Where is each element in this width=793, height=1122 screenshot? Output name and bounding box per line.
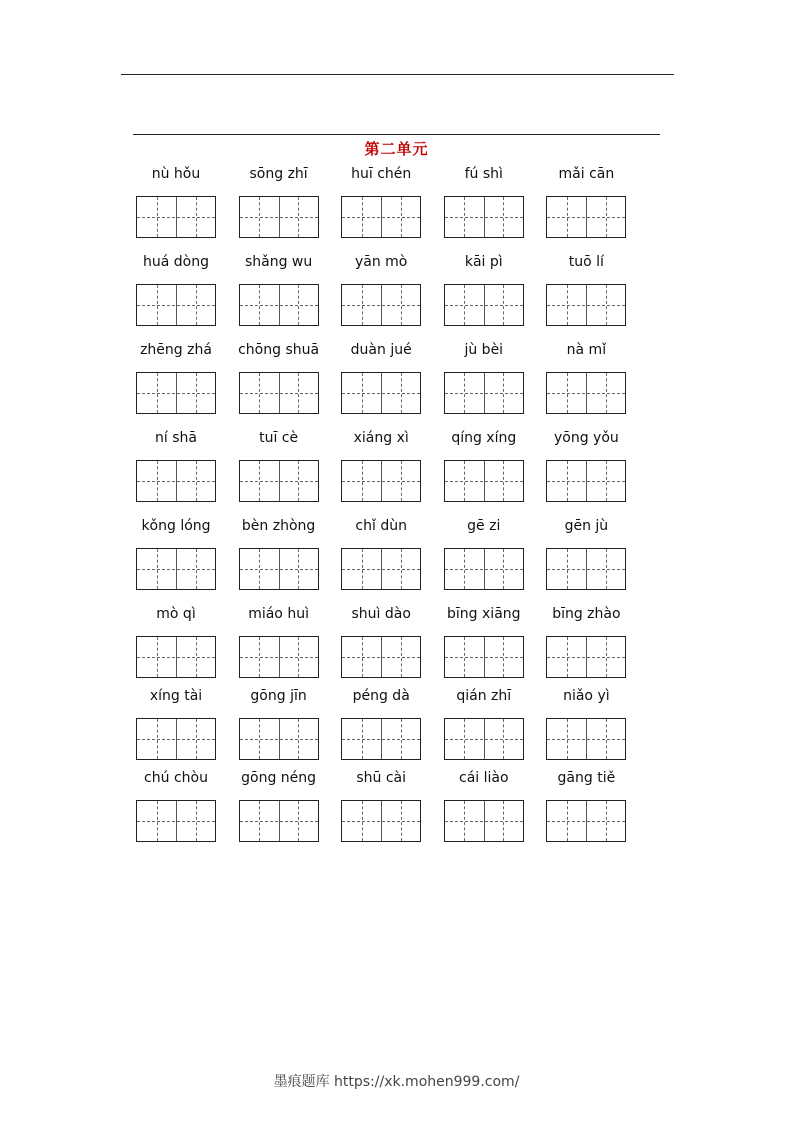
guide-line	[547, 657, 625, 658]
pinyin-label: nù hǒu	[151, 166, 201, 182]
writing-box-pair[interactable]	[444, 284, 524, 326]
writing-box-pair[interactable]	[239, 800, 319, 842]
word-cell	[441, 682, 544, 764]
guide-line	[445, 305, 523, 306]
page-crop-mask	[120, 842, 680, 882]
pinyin-label: fú shì	[464, 166, 503, 182]
grid-row	[133, 512, 646, 600]
writing-box-pair[interactable]	[136, 718, 216, 760]
word-cell	[133, 424, 236, 512]
guide-line	[547, 821, 625, 822]
writing-box-pair[interactable]	[444, 718, 524, 760]
pinyin-label: bèn zhòng	[241, 518, 316, 534]
pinyin-label: huá dòng	[143, 254, 209, 270]
writing-box-pair[interactable]	[341, 800, 421, 842]
pinyin-label: shū cài	[356, 770, 407, 786]
writing-box-pair[interactable]	[444, 548, 524, 590]
guide-line	[342, 393, 420, 394]
pinyin-label: qián zhī	[456, 688, 512, 704]
writing-box-pair[interactable]	[546, 636, 626, 678]
word-cell	[441, 600, 544, 682]
pinyin-label: ní shā	[155, 430, 197, 446]
grid-row	[133, 600, 646, 682]
pinyin-label: tuī cè	[259, 430, 299, 446]
guide-line	[445, 217, 523, 218]
pinyin-label: nà mǐ	[566, 342, 607, 358]
writing-box-pair[interactable]	[136, 196, 216, 238]
header-rule	[121, 74, 674, 75]
writing-box-pair[interactable]	[239, 372, 319, 414]
pinyin-label: yōng yǒu	[553, 430, 619, 446]
pinyin-label: bīng zhào	[552, 606, 621, 622]
pinyin-label: huī chén	[351, 166, 412, 182]
writing-box-pair[interactable]	[546, 284, 626, 326]
word-cell	[133, 764, 236, 852]
word-cell	[338, 764, 441, 852]
writing-box-pair[interactable]	[341, 196, 421, 238]
word-cell	[133, 512, 236, 600]
pinyin-label: péng dà	[352, 688, 410, 704]
guide-line	[240, 569, 318, 570]
writing-box-pair[interactable]	[136, 372, 216, 414]
writing-box-pair[interactable]	[444, 460, 524, 502]
writing-box-pair[interactable]	[239, 636, 319, 678]
guide-line	[547, 739, 625, 740]
grid-row	[133, 248, 646, 336]
word-cell	[236, 764, 339, 852]
pinyin-label: gōng néng	[241, 770, 317, 786]
writing-box-pair[interactable]	[341, 718, 421, 760]
writing-box-pair[interactable]	[341, 372, 421, 414]
guide-line	[240, 657, 318, 658]
pinyin-label: qíng xíng	[451, 430, 517, 446]
word-cell	[236, 512, 339, 600]
word-cell	[338, 600, 441, 682]
word-cell	[236, 600, 339, 682]
pinyin-label: miáo huì	[248, 606, 309, 622]
writing-box-pair[interactable]	[239, 284, 319, 326]
guide-line	[547, 217, 625, 218]
writing-box-pair[interactable]	[136, 636, 216, 678]
grid-row	[133, 424, 646, 512]
pinyin-label: mǎi cān	[558, 166, 615, 182]
word-cell	[338, 336, 441, 424]
guide-line	[342, 657, 420, 658]
writing-box-pair[interactable]	[136, 284, 216, 326]
writing-box-pair[interactable]	[341, 636, 421, 678]
guide-line	[137, 657, 215, 658]
guide-line	[342, 481, 420, 482]
writing-box-pair[interactable]	[239, 548, 319, 590]
pinyin-label: niǎo yì	[563, 688, 610, 704]
word-cell	[441, 512, 544, 600]
word-cell	[543, 600, 646, 682]
guide-line	[342, 305, 420, 306]
guide-line	[240, 481, 318, 482]
writing-box-pair[interactable]	[341, 460, 421, 502]
writing-box-pair[interactable]	[546, 460, 626, 502]
word-cell	[338, 682, 441, 764]
guide-line	[240, 393, 318, 394]
writing-box-pair[interactable]	[444, 372, 524, 414]
pinyin-label: chú chòu	[144, 770, 208, 786]
writing-box-pair[interactable]	[341, 548, 421, 590]
guide-line	[342, 821, 420, 822]
pinyin-label: kāi pì	[464, 254, 503, 270]
writing-box-pair[interactable]	[136, 548, 216, 590]
word-cell	[236, 160, 339, 248]
pinyin-label: jù bèi	[464, 342, 504, 358]
guide-line	[445, 481, 523, 482]
word-cell	[441, 248, 544, 336]
guide-line	[137, 305, 215, 306]
guide-line	[137, 217, 215, 218]
writing-box-pair[interactable]	[546, 718, 626, 760]
pinyin-label: mò qì	[156, 606, 196, 622]
guide-line	[445, 821, 523, 822]
guide-line	[547, 569, 625, 570]
pinyin-label: gōng jīn	[250, 688, 307, 704]
word-cell	[236, 682, 339, 764]
guide-line	[547, 481, 625, 482]
writing-box-pair[interactable]	[546, 196, 626, 238]
word-cell	[133, 160, 236, 248]
writing-box-pair[interactable]	[239, 196, 319, 238]
grid-row	[133, 336, 646, 424]
pinyin-label: xíng tài	[149, 688, 203, 704]
pinyin-label: xiáng xì	[353, 430, 409, 446]
writing-box-pair[interactable]	[136, 800, 216, 842]
word-cell	[338, 424, 441, 512]
word-cell	[133, 682, 236, 764]
guide-line	[342, 217, 420, 218]
pinyin-label: sōng zhī	[249, 166, 308, 182]
word-cell	[133, 600, 236, 682]
guide-line	[547, 393, 625, 394]
pinyin-label: yān mò	[354, 254, 408, 270]
writing-box-pair[interactable]	[444, 196, 524, 238]
guide-line	[547, 305, 625, 306]
pinyin-label: zhēng zhá	[140, 342, 212, 358]
word-cell	[543, 682, 646, 764]
word-cell	[441, 424, 544, 512]
pinyin-label: chǐ dùn	[355, 518, 407, 534]
word-cell	[441, 336, 544, 424]
word-cell	[338, 160, 441, 248]
guide-line	[342, 569, 420, 570]
writing-box-pair[interactable]	[444, 636, 524, 678]
word-cell	[236, 424, 339, 512]
footer-watermark: 墨痕题库 https://xk.mohen999.com/	[273, 1074, 520, 1090]
pinyin-grid	[133, 160, 646, 852]
word-cell	[441, 764, 544, 852]
writing-box-pair[interactable]	[239, 718, 319, 760]
pinyin-label: gāng tiě	[557, 770, 616, 786]
guide-line	[240, 305, 318, 306]
pinyin-label: bīng xiāng	[447, 606, 521, 622]
writing-box-pair[interactable]	[341, 284, 421, 326]
guide-line	[445, 739, 523, 740]
pinyin-label: chōng shuā	[238, 342, 320, 358]
word-cell	[543, 512, 646, 600]
grid-row	[133, 160, 646, 248]
writing-box-pair[interactable]	[546, 548, 626, 590]
word-cell	[236, 248, 339, 336]
word-cell	[338, 512, 441, 600]
guide-line	[137, 393, 215, 394]
writing-box-pair[interactable]	[239, 460, 319, 502]
pinyin-label: tuō lí	[568, 254, 604, 270]
guide-line	[240, 821, 318, 822]
writing-box-pair[interactable]	[546, 372, 626, 414]
guide-line	[445, 657, 523, 658]
word-cell	[236, 336, 339, 424]
guide-line	[240, 217, 318, 218]
word-cell	[543, 424, 646, 512]
word-cell	[133, 336, 236, 424]
word-cell	[543, 764, 646, 852]
pinyin-label: cái liào	[459, 770, 509, 786]
guide-line	[240, 739, 318, 740]
guide-line	[137, 821, 215, 822]
word-cell	[543, 160, 646, 248]
writing-box-pair[interactable]	[136, 460, 216, 502]
grid-row	[133, 682, 646, 764]
grid-row	[133, 764, 646, 852]
guide-line	[445, 569, 523, 570]
unit-title: 第二单元	[364, 140, 429, 158]
guide-line	[342, 739, 420, 740]
word-cell	[441, 160, 544, 248]
guide-line	[137, 569, 215, 570]
word-cell	[338, 248, 441, 336]
guide-line	[445, 393, 523, 394]
word-cell	[133, 248, 236, 336]
pinyin-label: duàn jué	[350, 342, 412, 358]
word-cell	[543, 248, 646, 336]
section-rule	[133, 134, 660, 135]
pinyin-label: gēn jù	[564, 518, 609, 534]
writing-box-pair[interactable]	[444, 800, 524, 842]
writing-box-pair[interactable]	[546, 800, 626, 842]
guide-line	[137, 739, 215, 740]
pinyin-label: shǎng wu	[244, 254, 313, 270]
pinyin-label: shuì dào	[351, 606, 411, 622]
word-cell	[543, 336, 646, 424]
pinyin-label: kǒng lóng	[141, 518, 211, 534]
pinyin-label: gē zi	[467, 518, 501, 534]
guide-line	[137, 481, 215, 482]
